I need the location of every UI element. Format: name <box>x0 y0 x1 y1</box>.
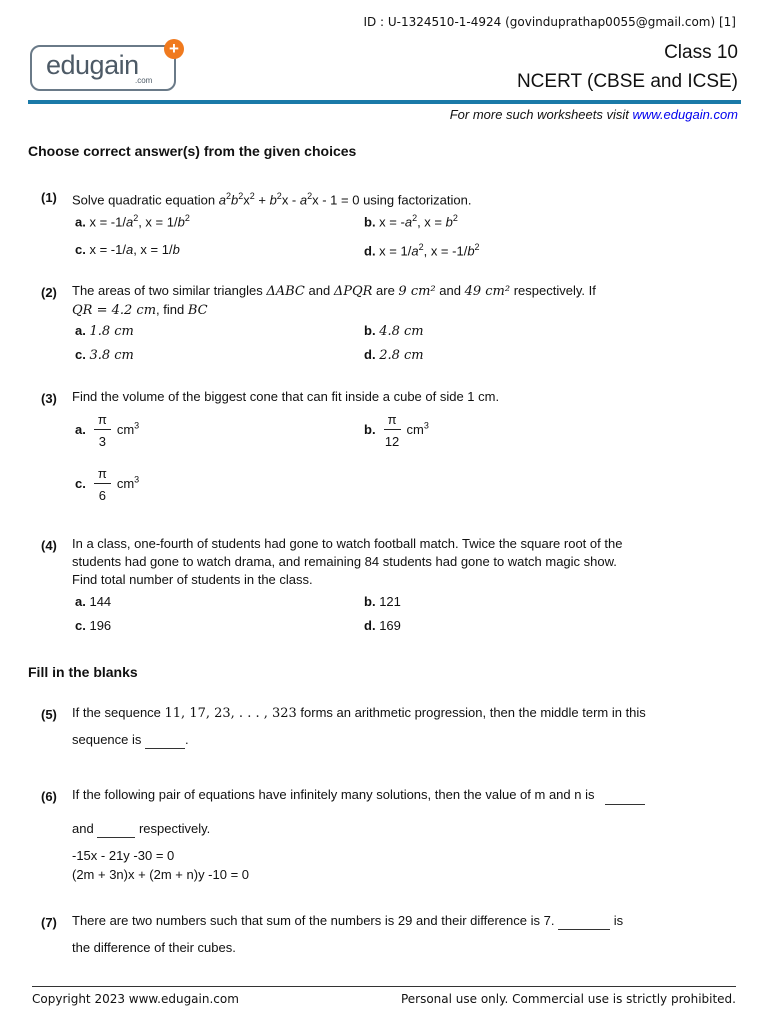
question-2-option-b[interactable]: b. 4.8 cm <box>364 323 424 339</box>
question-6-line-1: If the following pair of equations have infinitely many solutions, then the value of m and n is <box>72 787 595 802</box>
question-1-option-d[interactable]: d. $x = 1/a^2$, $x = -1/b^2$ <box>364 242 480 259</box>
question-3-option-b[interactable]: b. $\frac{\pi}{12}$ $cm^3$ <box>364 412 429 449</box>
logo-com: .com <box>135 76 153 85</box>
footer-notice: Personal use only. Commercial use is strictly prohibited. <box>400 992 736 1006</box>
question-7-line-1: There are two numbers such that sum of the numbers is 29 and their difference is 7. is <box>72 913 624 928</box>
section-fill-heading: Fill in the blanks <box>28 664 138 680</box>
question-7-line-2: the difference of their cubes. <box>72 940 236 955</box>
answer-blank-n[interactable] <box>97 821 135 838</box>
question-1-number: (1) <box>41 190 57 205</box>
edugain-logo <box>30 39 179 91</box>
fraction: $\frac{\pi}{12}$ <box>384 412 400 449</box>
edugain-link[interactable]: www.edugain.com <box>632 107 738 122</box>
question-4-option-b[interactable]: b. 121 <box>364 594 401 609</box>
question-6-line-2: and respectively. <box>72 821 211 836</box>
question-4-option-a[interactable]: a. 144 <box>75 594 112 609</box>
question-3-option-a[interactable]: a. $\frac{\pi}{3}$ $cm^3$ <box>75 412 140 449</box>
question-5-line-1: If the sequence 11, 17, 23, . . . , 323 forms an arithmetic progression, then the middle term in this <box>72 705 646 721</box>
question-3-option-c[interactable]: c. $\frac{\pi}{6}$ $cm^3$ <box>75 466 140 503</box>
class-label: Class 10 <box>664 42 738 63</box>
question-6-equation-1: -15x - 21y -30 = 0 <box>72 848 175 863</box>
header-rule <box>28 100 741 104</box>
question-5-number: (5) <box>41 707 57 722</box>
answer-blank[interactable] <box>558 913 610 930</box>
footer-copyright: Copyright 2023 www.edugain.com <box>32 992 239 1006</box>
visit-line <box>450 107 738 122</box>
question-2-text: The areas of two similar triangles ΔABC and ΔPQR are 9 cm² and 49 cm² respectively. If QR = 4.2 cm, find BC <box>72 283 596 318</box>
question-6-equation-2: (2m + 3n)x + (2m + n)y -10 = 0 <box>72 867 250 882</box>
question-1-option-b[interactable]: b. $x = -a^2$, $x = b^2$ <box>364 213 458 230</box>
question-2-option-d[interactable]: d. 2.8 cm <box>364 347 424 363</box>
question-2-option-a[interactable]: a. 1.8 cm <box>75 323 134 339</box>
logo-word: edugain <box>46 50 139 80</box>
question-5-line-2: sequence is . <box>72 732 189 747</box>
question-6-number: (6) <box>41 789 57 804</box>
question-1-option-a[interactable]: a. $x = -1/a^2$, $x = 1/b^2$ <box>75 213 190 230</box>
answer-blank-m[interactable] <box>605 788 645 805</box>
question-1-option-c[interactable]: c. x = -1/a, x = 1/b <box>75 242 180 257</box>
answer-blank[interactable] <box>145 732 185 749</box>
fraction: $\frac{\pi}{3}$ <box>94 412 111 449</box>
question-4-number: (4) <box>41 538 57 553</box>
question-3-text: Find the volume of the biggest cone that can fit inside a cube of side 1 cm. <box>72 389 500 404</box>
visit-text: For more such worksheets visit <box>449 107 633 122</box>
question-4-option-c[interactable]: c. 196 <box>75 618 112 633</box>
question-4-text: In a class, one-fourth of students had gone to watch football match. Twice the square root of the students had gone to watch drama, and remaining 84 students had gone to watch magic show. Find total number of students in the class. <box>72 536 623 587</box>
question-2-option-c[interactable]: c. 3.8 cm <box>75 347 134 363</box>
question-4-option-d[interactable]: d. 169 <box>364 618 401 633</box>
question-3-number: (3) <box>41 391 57 406</box>
board-label: NCERT (CBSE and ICSE) <box>516 71 738 92</box>
section-choose-heading: Choose correct answer(s) from the given choices <box>28 143 357 159</box>
id-line: ID : U-1324510-1-4924 (govinduprathap0055@gmail.com) [1] <box>363 15 736 29</box>
question-7-number: (7) <box>41 915 57 930</box>
plus-icon: + <box>164 39 184 59</box>
footer-rule <box>32 986 736 987</box>
fraction: $\frac{\pi}{6}$ <box>94 466 111 503</box>
question-1-text: Solve quadratic equation $a^2b^2x^2 + b^2x - a^2x - 1 = 0$ using factorization. <box>72 191 472 208</box>
question-2-number: (2) <box>41 285 57 300</box>
